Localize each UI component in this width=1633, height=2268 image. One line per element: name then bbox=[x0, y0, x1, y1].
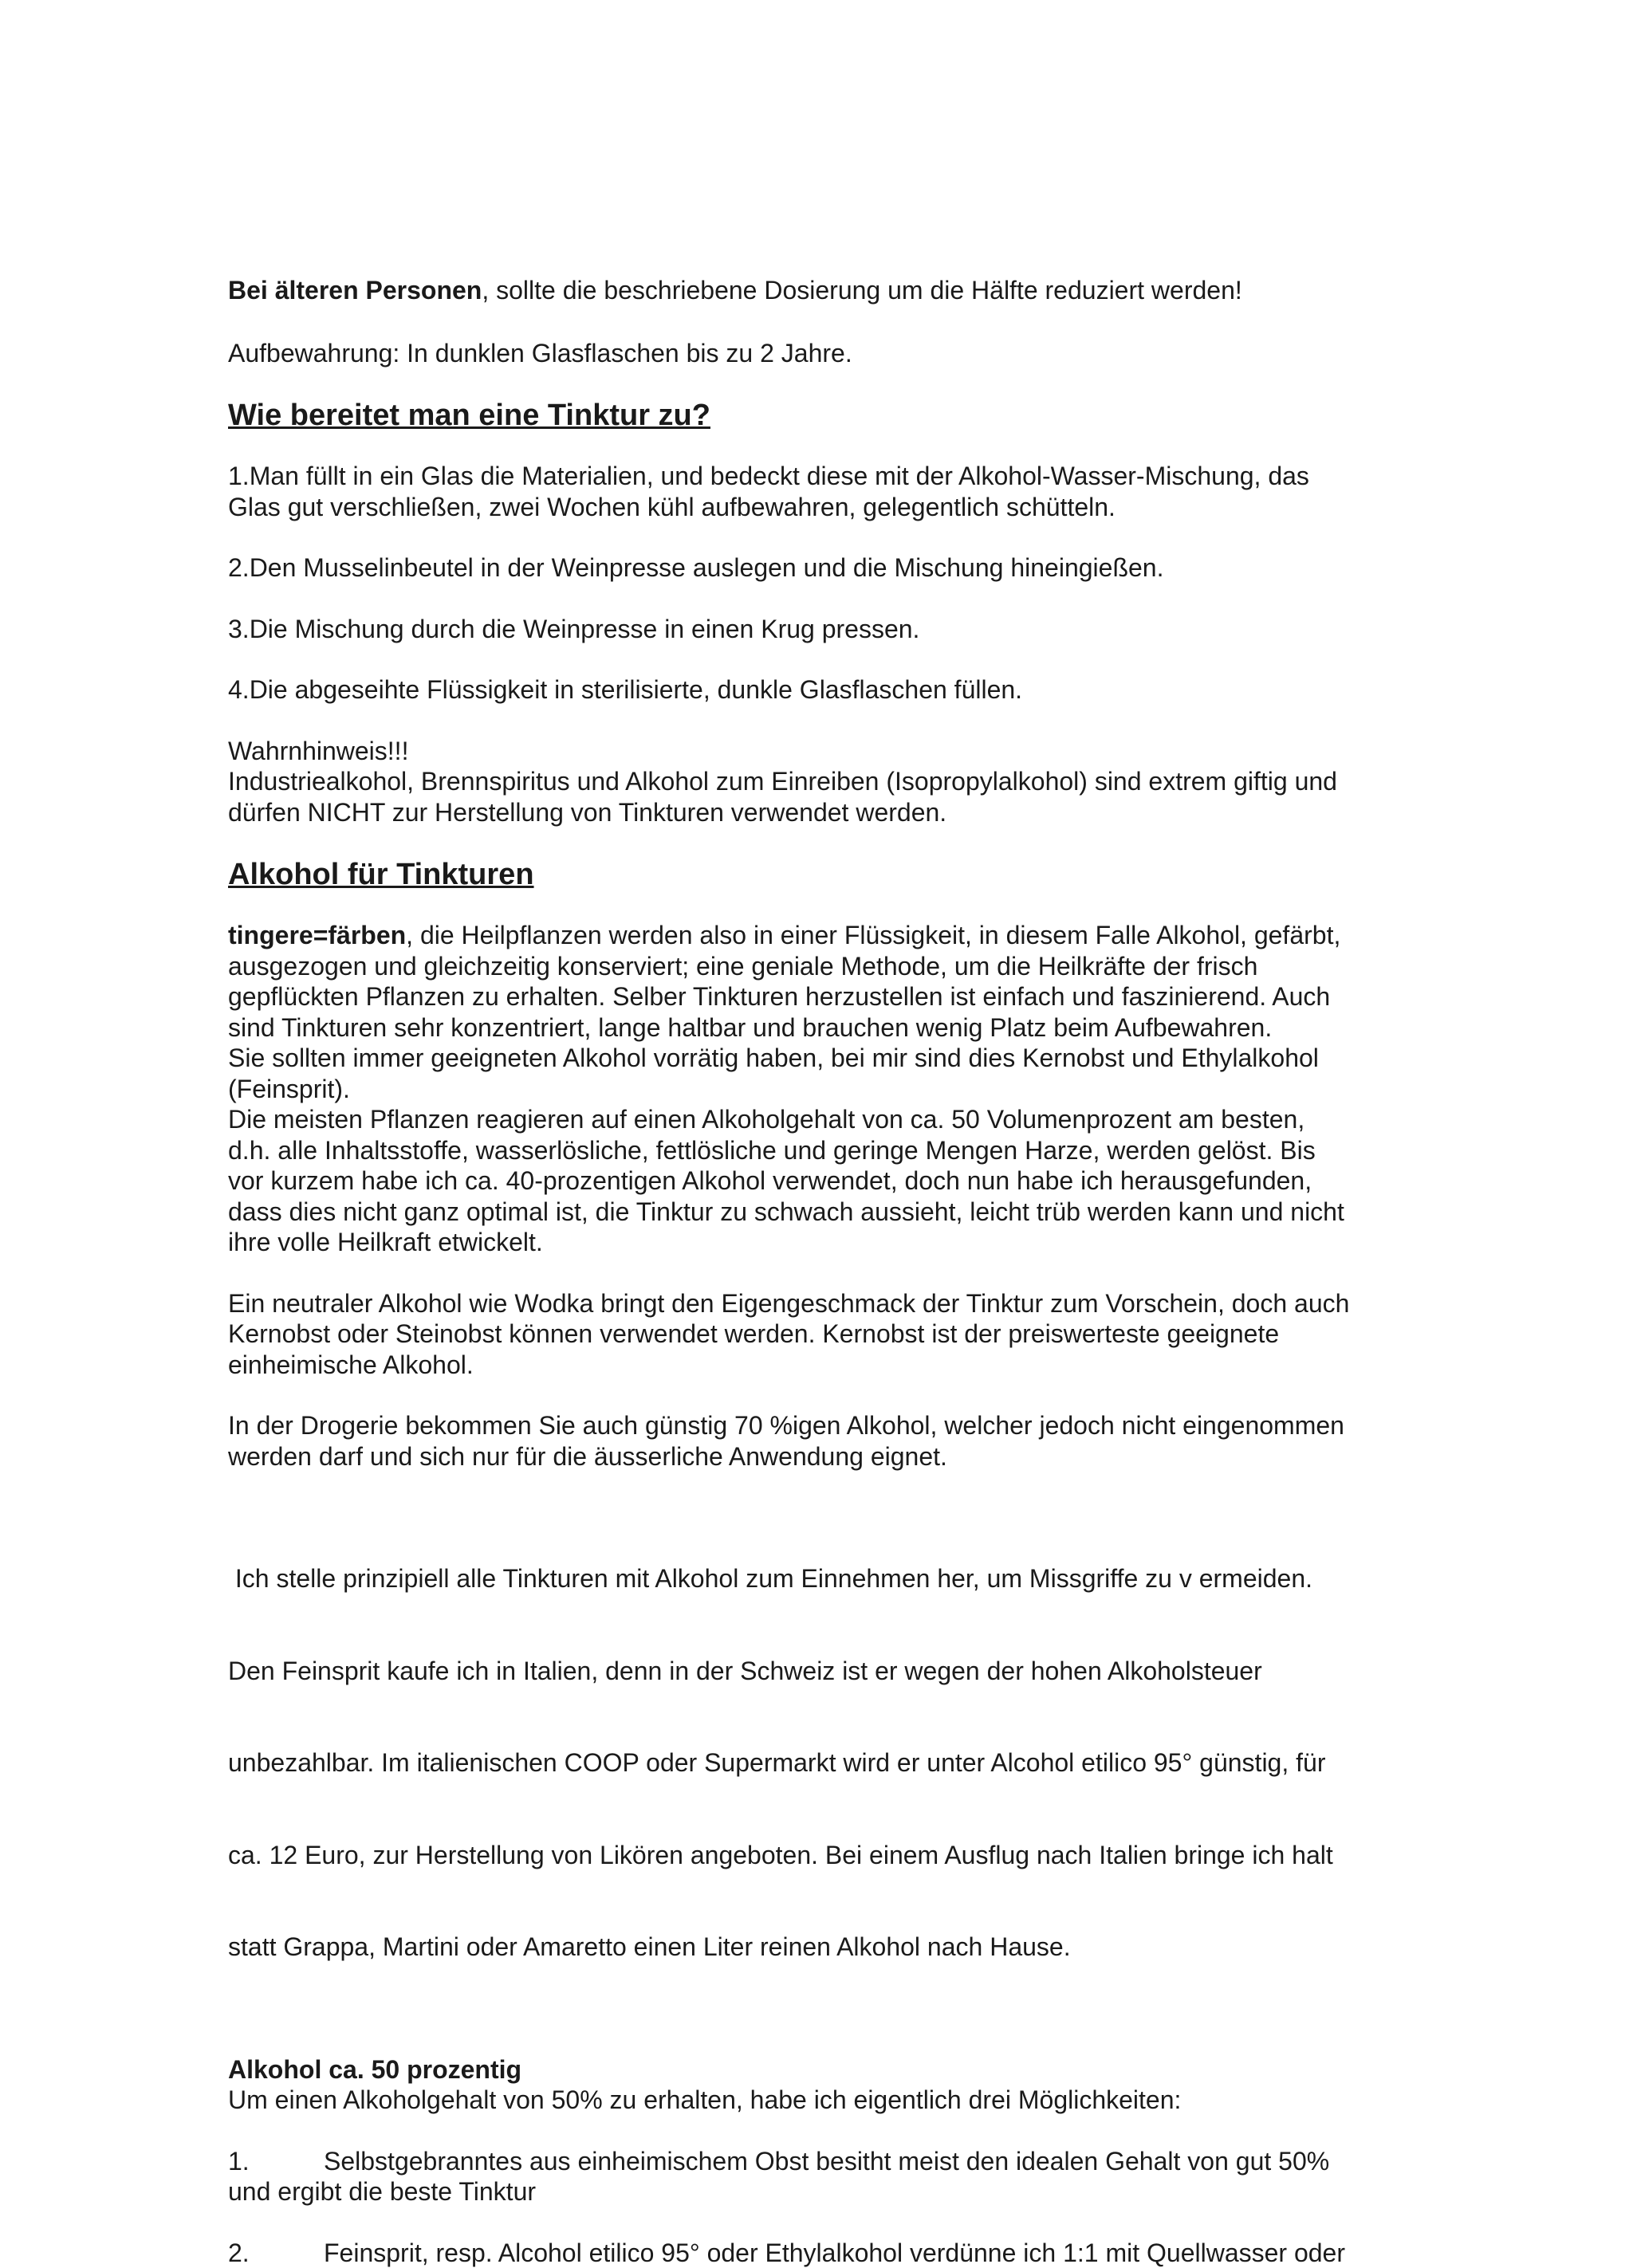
intro-line-11: ihre volle Heilkraft etwickelt. bbox=[228, 1227, 1424, 1258]
warning-line-1: Industriealkohol, Brennspiritus und Alkohol zum Einreiben (Isopropylalkohol) sind extrem giftig und bbox=[228, 766, 1424, 797]
intro-line-1-rest: , die Heilpflanzen werden also in einer Flüssigkeit, in diesem Falle Alkohol, gefärbt, bbox=[406, 921, 1340, 949]
neutral-line-3: einheimische Alkohol. bbox=[228, 1350, 1424, 1381]
intro-line-5: Sie sollten immer geeigneten Alkohol vorrätig haben, bei mir sind dies Kernobst und Ethylalkohol bbox=[228, 1043, 1424, 1074]
drogerie-line-1: In der Drogerie bekommen Sie auch günstig 70 %igen Alkohol, welcher jedoch nicht eingenommen bbox=[228, 1410, 1424, 1441]
option-2-first-line bbox=[228, 2238, 1424, 2268]
drogerie-line-2: werden darf und sich nur für die äusserliche Anwendung eignet. bbox=[228, 1441, 1424, 1472]
option-1 bbox=[228, 2146, 1424, 2207]
warning-title: Wahrnhinweis!!! bbox=[228, 736, 1424, 767]
fifty-percent-title bbox=[228, 2054, 1424, 2085]
neutral-line-1: Ein neutraler Alkohol wie Wodka bringt den Eigengeschmack der Tinktur zum Vorschein, doch auch bbox=[228, 1288, 1424, 1319]
warning-line-2: dürfen NICHT zur Herstellung von Tinkturen verwendet werden. bbox=[228, 797, 1424, 828]
intro-bold-term: tingere=färben bbox=[228, 921, 406, 949]
warning-block bbox=[228, 736, 1424, 828]
step-2: 2.Den Musselinbeutel in der Weinpresse auslegen und die Mischung hineingießen. bbox=[228, 552, 1424, 584]
step-1-line-1: 1.Man füllt in ein Glas die Materialien, und bedeckt diese mit der Alkohol-Wasser-Mischung, das bbox=[228, 461, 1424, 492]
document-page bbox=[228, 275, 1424, 2268]
neutral-line-2: Kernobst oder Steinobst können verwendet werden. Kernobst ist der preiswerteste geeignete bbox=[228, 1319, 1424, 1350]
italy-line-4: ca. 12 Euro, zur Herstellung von Likören angeboten. Bei einem Ausflug nach Italien bringe ich halt bbox=[228, 1840, 1424, 1871]
italy-line-2: Den Feinsprit kaufe ich in Italien, denn in der Schweiz ist er wegen der hohen Alkoholsteuer bbox=[228, 1656, 1424, 1687]
step-1 bbox=[228, 461, 1424, 522]
intro-line-2: ausgezogen und gleichzeitig konserviert; eine geniale Methode, um die Heilkräfte der frisch bbox=[228, 951, 1424, 982]
italy-line-1: Ich stelle prinzipiell alle Tinkturen mit Alkohol zum Einnehmen her, um Missgriffe zu v ermeiden. bbox=[228, 1563, 1424, 1594]
fifty-percent-intro: Um einen Alkoholgehalt von 50% zu erhalten, habe ich eigentlich drei Möglichkeiten: bbox=[228, 2085, 1424, 2116]
heading-alcohol-for-tinctures: Alkohol für Tinkturen bbox=[228, 856, 1424, 893]
storage-note: Aufbewahrung: In dunklen Glasflaschen bis zu 2 Jahre. bbox=[228, 338, 1424, 369]
elderly-note-text: , sollte die beschriebene Dosierung um die Hälfte reduziert werden! bbox=[482, 276, 1241, 305]
intro-line-10: dass dies nicht ganz optimal ist, die Tinktur zu schwach aussieht, leicht trüb werden kann und nicht bbox=[228, 1197, 1424, 1228]
option-2-number: 2. bbox=[228, 2238, 324, 2268]
option-1-number: 1. bbox=[228, 2146, 324, 2177]
step-3: 3.Die Mischung durch die Weinpresse in einen Krug pressen. bbox=[228, 614, 1424, 645]
option-2 bbox=[228, 2238, 1424, 2268]
italy-paragraph bbox=[228, 1502, 1424, 2024]
intro-line-3: gepflückten Pflanzen zu erhalten. Selber Tinkturen herzustellen ist einfach und faszinierend. Auch bbox=[228, 981, 1424, 1012]
intro-paragraph bbox=[228, 920, 1424, 1258]
heading-tincture-preparation: Wie bereitet man eine Tinktur zu? bbox=[228, 397, 1424, 434]
intro-line-8: d.h. alle Inhaltsstoffe, wasserlösliche, fettlösliche und geringe Mengen Harze, werden gelöst. Bis bbox=[228, 1135, 1424, 1166]
step-1-line-2: Glas gut verschließen, zwei Wochen kühl aufbewahren, gelegentlich schütteln. bbox=[228, 492, 1424, 523]
intro-line-7: Die meisten Pflanzen reagieren auf einen Alkoholgehalt von ca. 50 Volumenprozent am besten, bbox=[228, 1104, 1424, 1135]
drogerie-paragraph bbox=[228, 1410, 1424, 1472]
intro-line-6: (Feinsprit). bbox=[228, 1074, 1424, 1105]
intro-line-4: sind Tinkturen sehr konzentriert, lange haltbar und brauchen wenig Platz beim Aufbewahren. bbox=[228, 1012, 1424, 1044]
elderly-dosage-note bbox=[228, 275, 1424, 306]
intro-line-9: vor kurzem habe ich ca. 40-prozentigen Alkohol verwendet, doch nun habe ich herausgefunden, bbox=[228, 1165, 1424, 1197]
option-1-line-2: und ergibt die beste Tinktur bbox=[228, 2176, 1424, 2207]
italy-line-3: unbezahlbar. Im italienischen COOP oder Supermarkt wird er unter Alcohol etilico 95° günstig, für bbox=[228, 1747, 1424, 1779]
option-1-line-1: Selbstgebranntes aus einheimischem Obst besitht meist den idealen Gehalt von gut 50% bbox=[324, 2146, 1424, 2177]
elderly-bold-label: Bei älteren Personen bbox=[228, 276, 482, 305]
fifty-percent-bold-title: Alkohol ca. 50 prozentig bbox=[228, 2055, 521, 2084]
italy-line-5: statt Grappa, Martini oder Amaretto einen Liter reinen Alkohol nach Hause. bbox=[228, 1932, 1424, 1963]
step-4: 4.Die abgeseihte Flüssigkeit in sterilisierte, dunkle Glasflaschen füllen. bbox=[228, 674, 1424, 706]
option-2-line-1: Feinsprit, resp. Alcohol etilico 95° oder Ethylalkohol verdünne ich 1:1 mit Quellwasser oder bbox=[324, 2238, 1424, 2268]
neutral-alcohol-paragraph bbox=[228, 1288, 1424, 1381]
fifty-percent-section bbox=[228, 2054, 1424, 2116]
option-1-first-line bbox=[228, 2146, 1424, 2177]
intro-line-1 bbox=[228, 920, 1424, 951]
